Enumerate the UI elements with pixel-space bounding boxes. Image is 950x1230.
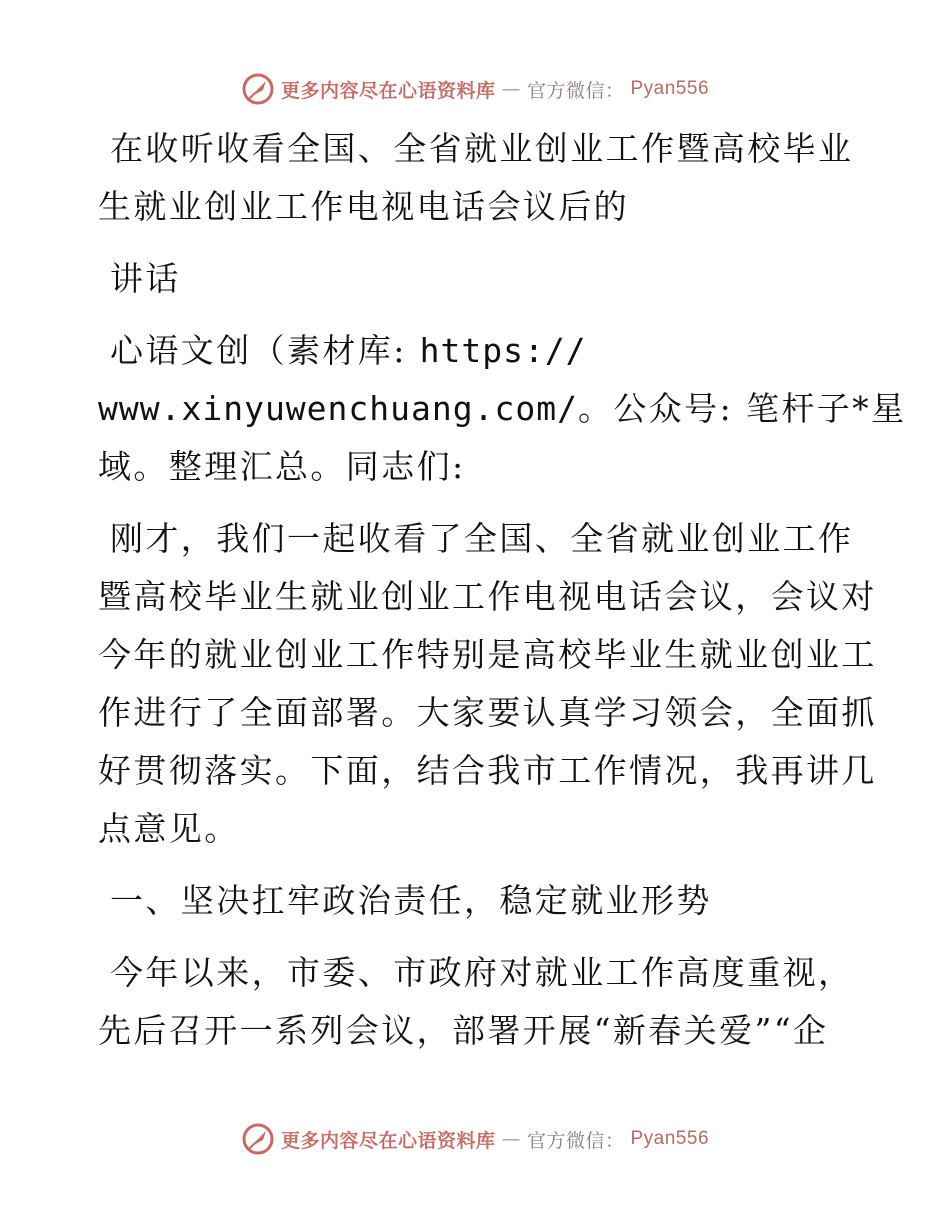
watermark-wechat-id: Pyan556 <box>630 1128 710 1149</box>
quill-pen-logo-icon <box>241 72 275 106</box>
paragraph-line: 点意见。 <box>98 809 240 848</box>
document-title-line: 讲话 <box>110 259 181 298</box>
paragraph-line: 作进行了全面部署。大家要认真学习领会，全面抓 <box>98 693 877 732</box>
watermark-separator: — <box>501 1128 521 1150</box>
watermark-wechat-id: Pyan556 <box>630 78 710 99</box>
source-text: 。公众号: 笔杆子*星 <box>577 389 907 428</box>
paragraph-line: 先后召开一系列会议，部署开展“新春关爱”“企 <box>98 1011 829 1050</box>
watermark-brand: 更多内容尽在心语资料库 <box>280 79 496 102</box>
paragraph-line: 今年以来，市委、市政府对就业工作高度重视， <box>110 953 854 992</box>
header-watermark <box>0 72 950 106</box>
source-line <box>98 380 907 438</box>
quill-pen-logo-icon <box>241 1122 275 1156</box>
watermark-separator: — <box>501 78 521 100</box>
source-url-part: https:// <box>419 331 587 370</box>
source-url-part: www.xinyuwenchuang.com/ <box>98 389 578 428</box>
paragraph-line: 刚才，我们一起收看了全国、全省就业创业工作 <box>110 519 854 558</box>
paragraph <box>98 510 877 858</box>
section-heading: 一、坚决扛牢政治责任，稳定就业形势 <box>110 881 712 920</box>
paragraph-line: 好贯彻落实。下面，结合我市工作情况，我再讲几 <box>98 751 877 790</box>
source-line: 域。整理汇总。同志们: <box>98 447 466 486</box>
source-text: 心语文创（素材库: <box>110 331 420 370</box>
document-body <box>98 120 907 1060</box>
footer-watermark <box>0 1122 950 1156</box>
document-title-line: 生就业创业工作电视电话会议后的 <box>98 187 629 226</box>
source-line <box>98 322 850 380</box>
watermark-wechat-label: 官方微信： <box>526 79 625 102</box>
paragraph-line: 今年的就业创业工作特别是高校毕业生就业创业工 <box>98 635 877 674</box>
paragraph-line: 暨高校毕业生就业创业工作电视电话会议，会议对 <box>98 577 877 616</box>
paragraph <box>98 944 854 1060</box>
document-title-line: 在收听收看全国、全省就业创业工作暨高校毕业 <box>110 129 854 168</box>
watermark-brand: 更多内容尽在心语资料库 <box>280 1129 496 1152</box>
watermark-wechat-label: 官方微信： <box>526 1129 625 1152</box>
